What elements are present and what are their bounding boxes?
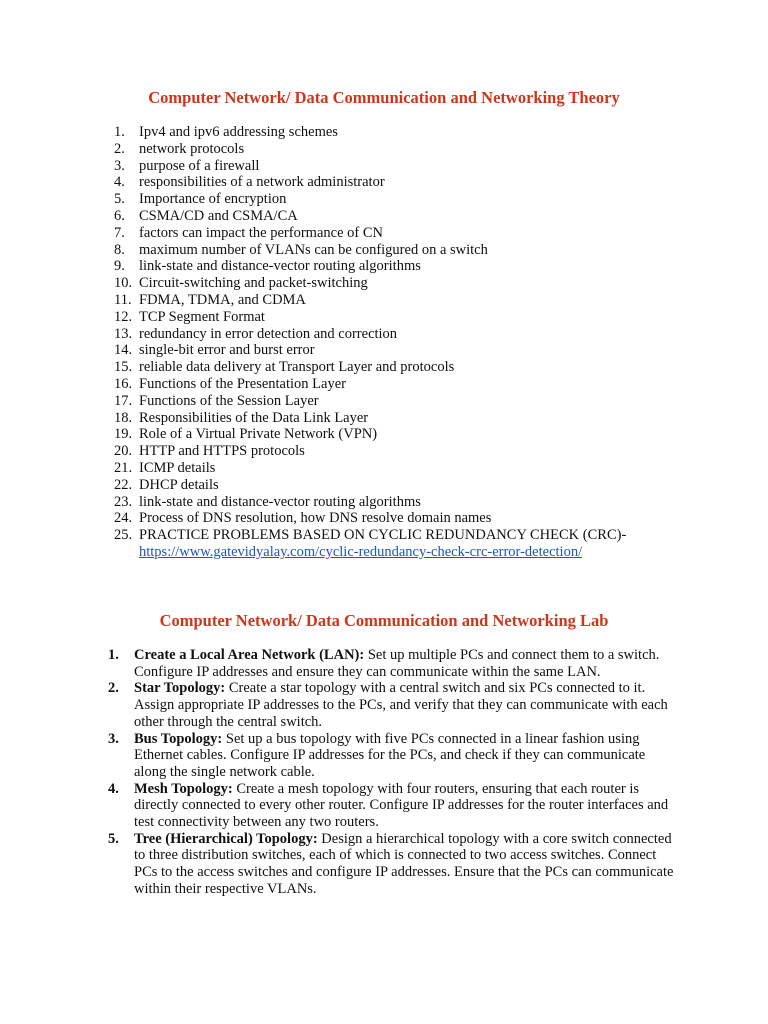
topic-text: network protocols	[139, 140, 245, 157]
topic-text: Role of a Virtual Private Network (VPN)	[139, 426, 378, 443]
topic-text: single-bit error and burst error	[139, 342, 315, 359]
lab-exercise-list	[108, 647, 678, 898]
exercise-description: Set up multiple PCs and connect them to a switch. Configure IP addresses and ensure they can communicate within the same LAN.	[134, 647, 660, 680]
theory-list-item	[114, 309, 714, 326]
topic-text: PRACTICE PROBLEMS BASED ON CYCLIC REDUNDANCY CHECK (CRC)-	[139, 527, 627, 544]
lab-list-item	[108, 731, 678, 781]
exercise-heading: Mesh Topology:	[134, 780, 233, 797]
theory-list-item	[114, 191, 714, 208]
list-number: 4.	[108, 780, 119, 797]
theory-topic-list	[114, 124, 714, 561]
list-number: 6.	[114, 207, 125, 224]
list-number: 1.	[114, 124, 125, 140]
exercise-description: Create a mesh topology with four routers, ensuring that each router is directly connected to every other router. Configure IP addresses for the router interfaces and test connectivity between any two routers.	[134, 780, 669, 831]
lab-list-item	[108, 647, 678, 680]
exercise-heading: Tree (Hierarchical) Topology:	[134, 830, 318, 847]
topic-text: Ipv4 and ipv6 addressing schemes	[139, 124, 338, 140]
theory-list-item	[114, 275, 714, 292]
exercise-heading: Create a Local Area Network (LAN):	[134, 647, 365, 663]
topic-text: maximum number of VLANs can be configured on a switch	[139, 241, 488, 258]
lab-list-item	[108, 680, 678, 730]
lab-list-item	[108, 781, 678, 831]
list-number: 5.	[114, 191, 125, 208]
theory-list-item	[114, 460, 714, 477]
list-number: 11.	[114, 291, 132, 308]
crc-reference-link[interactable]: https://www.gatevidyalay.com/cyclic-redundancy-check-crc-error-detection/	[139, 543, 583, 560]
theory-list-item	[114, 292, 714, 309]
exercise-heading: Bus Topology:	[134, 730, 223, 747]
list-number: 15.	[114, 359, 133, 376]
theory-list-item	[114, 443, 714, 460]
list-number: 14.	[114, 342, 133, 359]
list-number: 24.	[114, 510, 133, 527]
list-number: 21.	[114, 459, 133, 476]
list-number: 2.	[114, 140, 125, 157]
exercise-description: Create a star topology with a central switch and six PCs connected to it. Assign appropriate IP addresses to the PCs, and verify that they can communicate with each other through the central switch.	[134, 680, 668, 730]
list-number: 3.	[114, 157, 125, 174]
theory-section-title: Computer Network/ Data Communication and Networking Theory	[148, 88, 620, 107]
topic-text: Responsibilities of the Data Link Layer	[139, 409, 369, 426]
list-number: 1.	[108, 647, 119, 663]
exercise-description: Set up a bus topology with five PCs connected in a linear fashion using Ethernet cables. Configure IP addresses for the PCs, and check if they can communicate along the single network cable.	[134, 730, 646, 780]
topic-text: CSMA/CD and CSMA/CA	[139, 207, 298, 224]
topic-text: Circuit-switching and packet-switching	[139, 275, 368, 292]
topic-text: link-state and distance-vector routing algorithms	[139, 258, 421, 275]
list-number: 20.	[114, 443, 133, 460]
list-number: 5.	[108, 830, 119, 847]
topic-text: HTTP and HTTPS protocols	[139, 443, 305, 460]
lab-section-title: Computer Network/ Data Communication and Networking Lab	[159, 611, 609, 630]
theory-list-item	[114, 141, 714, 158]
list-number: 22.	[114, 476, 133, 493]
list-number: 4.	[114, 174, 125, 191]
topic-text: purpose of a firewall	[139, 157, 260, 174]
list-number: 25.	[114, 527, 133, 544]
topic-text: link-state and distance-vector routing algorithms	[139, 493, 421, 510]
theory-list-item	[114, 527, 714, 561]
theory-list-item	[114, 494, 714, 511]
list-number: 19.	[114, 426, 133, 443]
topic-text: factors can impact the performance of CN	[139, 224, 383, 241]
list-number: 2.	[108, 680, 119, 697]
list-number: 16.	[114, 375, 133, 392]
theory-list-item	[114, 174, 714, 191]
topic-text: Process of DNS resolution, how DNS resolve domain names	[139, 510, 492, 527]
topic-text: Functions of the Presentation Layer	[139, 375, 346, 392]
theory-list-item	[114, 342, 714, 359]
theory-list-item	[114, 410, 714, 427]
list-number: 7.	[114, 224, 125, 241]
theory-list-item	[114, 326, 714, 343]
theory-list-item	[114, 158, 714, 175]
lab-list-item	[108, 831, 678, 898]
topic-text: Importance of encryption	[139, 191, 287, 208]
list-number: 23.	[114, 493, 133, 510]
list-number: 3.	[108, 730, 119, 747]
theory-list-item	[114, 124, 714, 141]
topic-text: FDMA, TDMA, and CDMA	[139, 291, 306, 308]
topic-text: ICMP details	[139, 459, 216, 476]
topic-text: reliable data delivery at Transport Layer and protocols	[139, 359, 455, 376]
list-number: 18.	[114, 409, 133, 426]
topic-text: TCP Segment Format	[139, 308, 265, 325]
theory-list-item	[114, 258, 714, 275]
topic-text: redundancy in error detection and correction	[139, 325, 398, 342]
theory-list-item	[114, 510, 714, 527]
theory-list-item	[114, 376, 714, 393]
topic-text: DHCP details	[139, 476, 219, 493]
topic-text: responsibilities of a network administrator	[139, 174, 385, 191]
list-number: 12.	[114, 308, 133, 325]
list-number: 10.	[114, 275, 133, 292]
list-number: 13.	[114, 325, 133, 342]
topic-text: Functions of the Session Layer	[139, 392, 319, 409]
exercise-heading: Star Topology:	[134, 680, 226, 697]
theory-list-item	[114, 225, 714, 242]
theory-list-item	[114, 208, 714, 225]
list-number: 17.	[114, 392, 133, 409]
exercise-description: Design a hierarchical topology with a core switch connected to three distribution switches, each of which is connected to two access switches. Connect PCs to the access switches and configure IP addresses. Ensure that the PCs can communicate within their respective VLANs.	[134, 830, 674, 897]
theory-list-item	[114, 426, 714, 443]
theory-list-item	[114, 477, 714, 494]
theory-list-item	[114, 242, 714, 259]
theory-list-item	[114, 393, 714, 410]
list-number: 9.	[114, 258, 125, 275]
theory-list-item	[114, 359, 714, 376]
list-number: 8.	[114, 241, 125, 258]
